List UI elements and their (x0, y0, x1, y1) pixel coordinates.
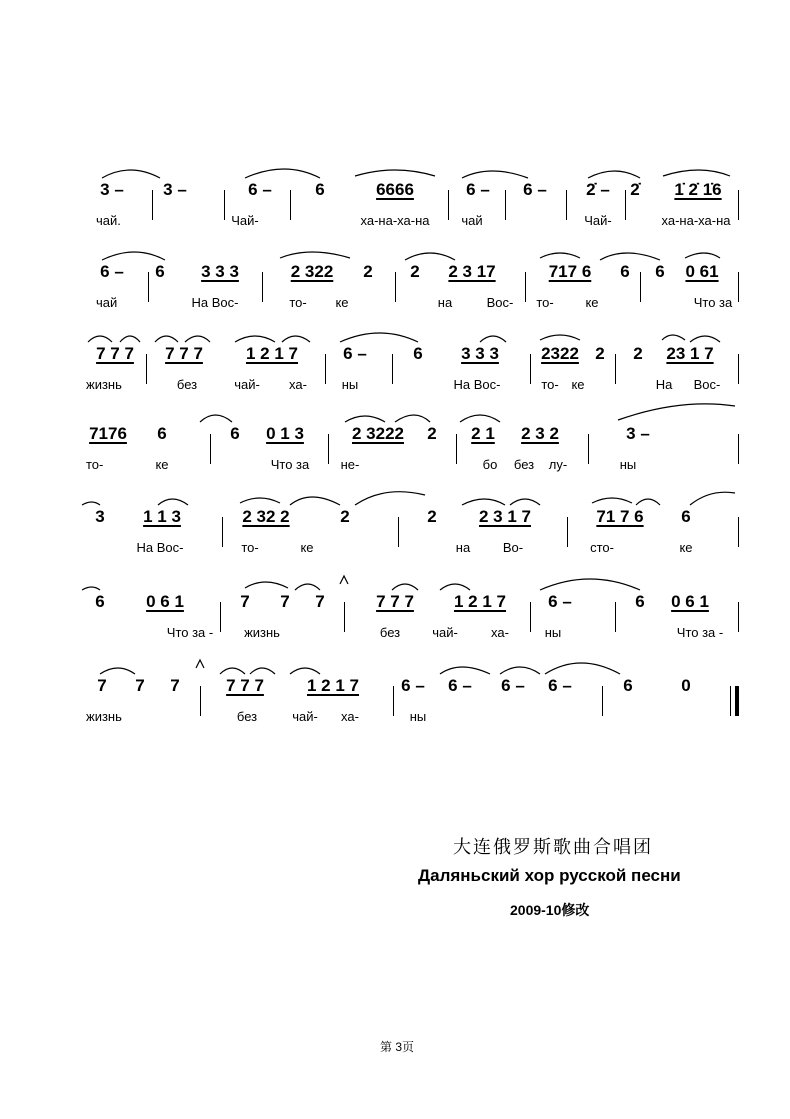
note-group: 2 (340, 507, 350, 526)
note-group: 2 (427, 424, 437, 443)
note-group: 0 61 (685, 262, 719, 281)
lyric: На Вос- (191, 295, 239, 310)
lyric: чай- (292, 709, 318, 724)
lyric: Что за (693, 295, 733, 310)
note-group: 717 6 (548, 262, 592, 281)
note-group: 3 (95, 507, 105, 526)
notes-row (0, 180, 790, 204)
lyrics-row (0, 212, 790, 236)
lyric: жизнь (244, 625, 280, 640)
note-group: 6 (413, 344, 423, 363)
note-group: 3 – (626, 424, 650, 443)
note-group: 7176 (89, 424, 127, 443)
lyric: без (513, 457, 535, 472)
note-group: 6 (655, 262, 665, 281)
lyrics-row (0, 708, 790, 732)
lyric: то- (241, 540, 259, 555)
note-group: 2322 (541, 344, 579, 363)
note-group: 6 (157, 424, 167, 443)
lyric: не- (340, 457, 360, 472)
note-group: 1 1 3 (143, 507, 181, 526)
note-group: 0 6 1 (671, 592, 709, 611)
lyric: Чай- (584, 213, 612, 228)
note-group: 6 (681, 507, 691, 526)
lyric: то- (536, 295, 554, 310)
score-line-4 (0, 412, 790, 492)
note-group: 1̇ 2̇ 1̇6 (674, 180, 722, 199)
note-group: 3 – (100, 180, 124, 199)
note-group: 6 (315, 180, 325, 199)
note-group: 2 (595, 344, 605, 363)
notes-row (0, 262, 790, 286)
note-group: 6 – (548, 676, 572, 695)
lyric: ха-на-ха-на (661, 213, 731, 228)
score-line-3 (0, 332, 790, 412)
notes-row (0, 424, 790, 448)
note-group: 6 – (523, 180, 547, 199)
page-number: 第 3页 (380, 1040, 415, 1054)
lyrics-row (0, 624, 790, 648)
lyric: ны (619, 457, 637, 472)
score-line-2 (0, 250, 790, 330)
lyric: бо (482, 457, 498, 472)
note-group: 6 – (548, 592, 572, 611)
lyric: лу- (548, 457, 568, 472)
note-group: 2̇ (630, 180, 640, 199)
note-group: 2 32 2 (242, 507, 290, 526)
note-group: 3 3 3 (461, 344, 499, 363)
note-group: 6 – (343, 344, 367, 363)
note-group: 6 – (448, 676, 472, 695)
note-group: 2 3 2 (521, 424, 559, 443)
note-group: 7 (135, 676, 145, 695)
lyric: ха-на-ха-на (360, 213, 430, 228)
note-group: 6666 (376, 180, 414, 199)
lyric: чай (461, 213, 483, 228)
lyric: Во- (502, 540, 524, 555)
lyric: Что за - (166, 625, 214, 640)
note-group: 7 7 7 (165, 344, 203, 363)
lyric: без (236, 709, 258, 724)
note-group: 7 (280, 592, 290, 611)
choir-name-chinese: 大连俄罗斯歌曲合唱团 (453, 837, 653, 858)
note-group: 6 – (501, 676, 525, 695)
lyric: ке (155, 457, 169, 472)
lyric: ке (300, 540, 314, 555)
choir-name-russian: Даляньский хор русской песни (418, 866, 681, 885)
note-group: 6 (635, 592, 645, 611)
note-group: 7 (240, 592, 250, 611)
note-group: 2 3222 (352, 424, 404, 443)
note-group: 3 – (163, 180, 187, 199)
notes-row (0, 507, 790, 531)
note-group: 6 (155, 262, 165, 281)
lyric: чай (96, 295, 118, 310)
note-group: 1 2 1 7 (307, 676, 359, 695)
note-group: 2 (363, 262, 373, 281)
notes-row (0, 592, 790, 616)
lyric: ны (341, 377, 359, 392)
note-group: 6 (623, 676, 633, 695)
lyric: ны (544, 625, 562, 640)
lyric: жизнь (86, 709, 122, 724)
score-line-7 (0, 664, 790, 744)
note-group: 3 3 3 (201, 262, 239, 281)
lyric: чай. (96, 213, 121, 228)
note-group: 23 1 7 (666, 344, 714, 363)
lyrics-row (0, 539, 790, 563)
lyric: чай- (234, 377, 260, 392)
score-line-5 (0, 495, 790, 575)
note-group: 6 (620, 262, 630, 281)
lyric: ны (409, 709, 427, 724)
lyric: ке (335, 295, 349, 310)
score-line-1 (0, 168, 790, 248)
lyric: На Вос- (453, 377, 501, 392)
note-group: 2 (427, 507, 437, 526)
note-group: 7 (97, 676, 107, 695)
lyric: без (379, 625, 401, 640)
lyric: Чай- (231, 213, 259, 228)
note-group: 1 2 1 7 (454, 592, 506, 611)
lyric: ке (571, 377, 585, 392)
note-group: 0 6 1 (146, 592, 184, 611)
lyric: то- (541, 377, 559, 392)
note-group: 0 (681, 676, 691, 695)
note-group: 1 2 1 7 (246, 344, 298, 363)
note-group: 71 7 6 (596, 507, 644, 526)
note-group: 6 – (401, 676, 425, 695)
note-group: 2 1 (471, 424, 495, 443)
lyric: сто- (590, 540, 614, 555)
lyric: без (176, 377, 198, 392)
note-group: 7 7 7 (376, 592, 414, 611)
lyrics-row (0, 456, 790, 480)
lyric: ке (585, 295, 599, 310)
lyric: чай- (432, 625, 458, 640)
lyric: жизнь (86, 377, 122, 392)
note-group: 6 – (248, 180, 272, 199)
note-group: 0 1 3 (266, 424, 304, 443)
lyric: то- (86, 457, 104, 472)
lyric: На Вос- (136, 540, 184, 555)
note-group: 6 (230, 424, 240, 443)
lyric: ха- (341, 709, 359, 724)
note-group: 2 (410, 262, 420, 281)
note-group: 2 3 17 (448, 262, 496, 281)
lyric: Что за (270, 457, 310, 472)
lyric: ха- (289, 377, 307, 392)
notes-row (0, 676, 790, 700)
note-group: 2̇ – (586, 180, 610, 199)
note-group: 6 – (466, 180, 490, 199)
note-group: 2 (633, 344, 643, 363)
lyric: Что за - (676, 625, 724, 640)
score-line-6 (0, 580, 790, 660)
lyric: На (655, 377, 673, 392)
note-group: 7 (170, 676, 180, 695)
lyric: ке (679, 540, 693, 555)
note-group: 7 7 7 (226, 676, 264, 695)
lyric: на (437, 295, 453, 310)
lyric: ха- (491, 625, 509, 640)
notes-row (0, 344, 790, 368)
revision-date: 2009-10修改 (510, 902, 590, 918)
note-group: 2 322 (290, 262, 334, 281)
note-group: 7 7 7 (96, 344, 134, 363)
note-group: 6 – (100, 262, 124, 281)
lyrics-row (0, 294, 790, 318)
lyric: на (455, 540, 471, 555)
lyric: Вос- (486, 295, 514, 310)
lyrics-row (0, 376, 790, 400)
lyric: Вос- (693, 377, 721, 392)
note-group: 7 (315, 592, 325, 611)
lyric: то- (289, 295, 307, 310)
note-group: 6 (95, 592, 105, 611)
note-group: 2 3 1 7 (479, 507, 531, 526)
